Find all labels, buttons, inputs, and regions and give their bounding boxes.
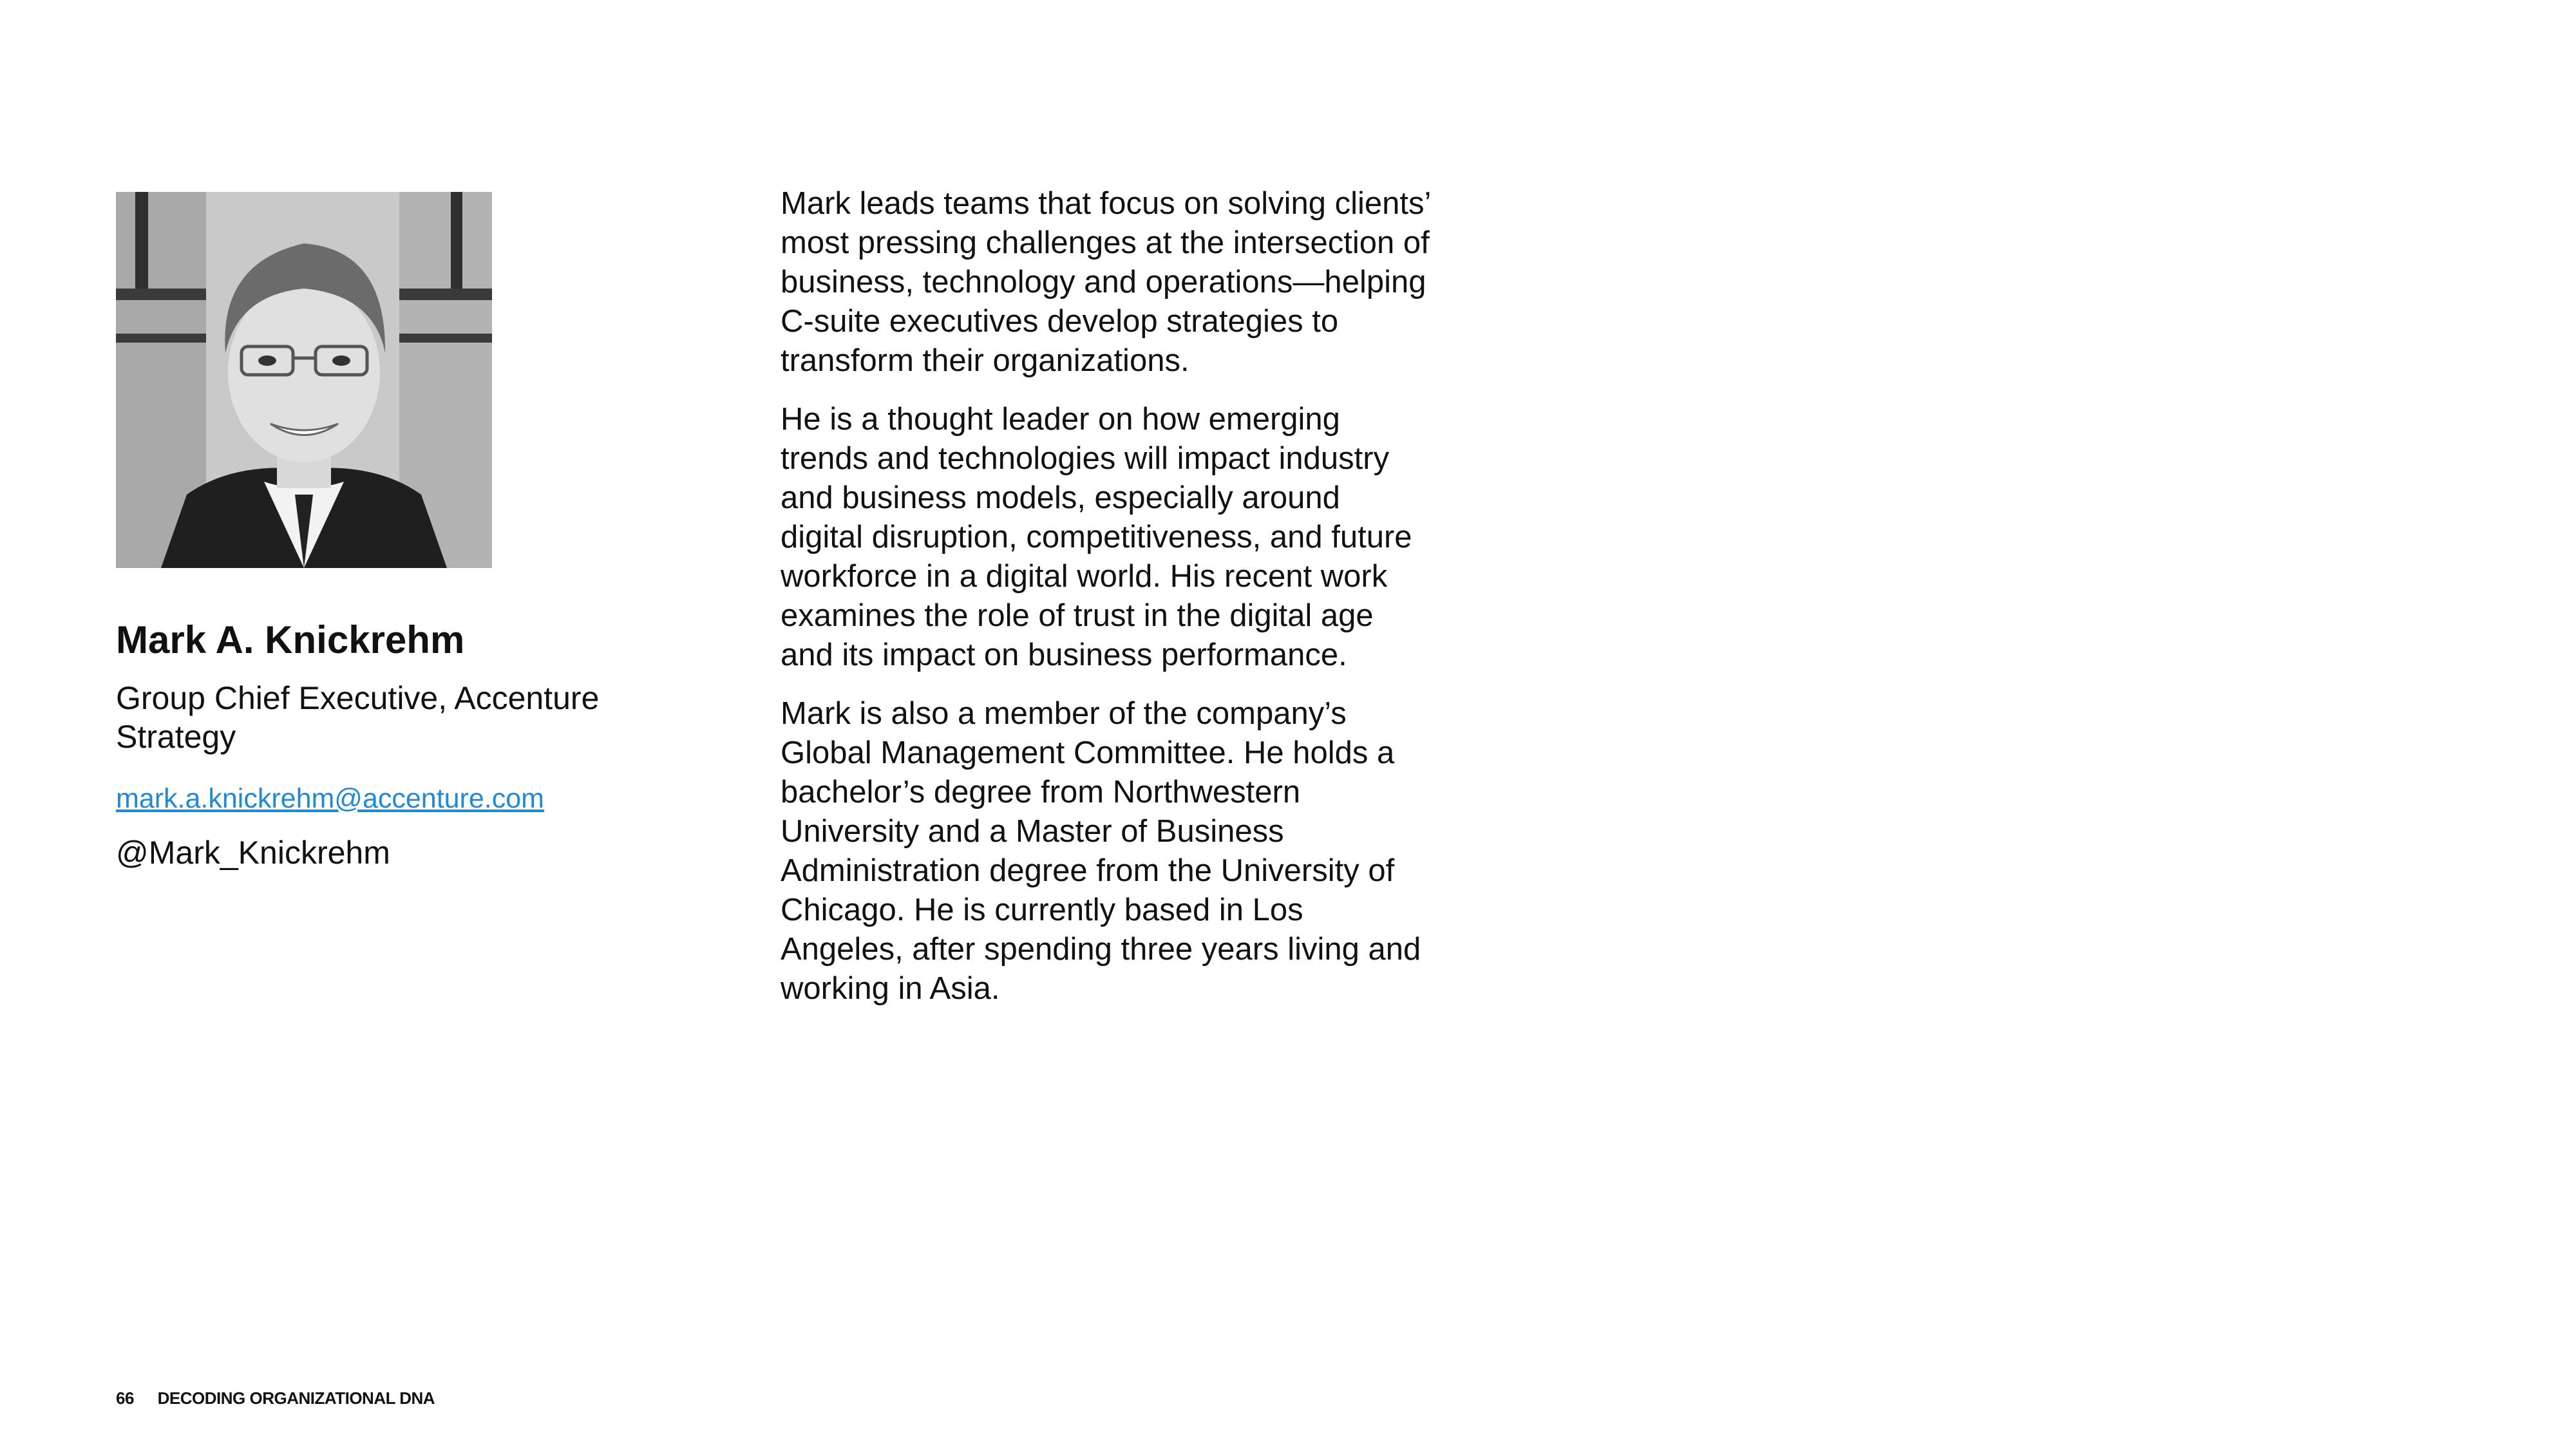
person-portrait-icon: [116, 192, 492, 568]
footer-title: DECODING ORGANIZATIONAL DNA: [157, 1388, 435, 1408]
email-link[interactable]: mark.a.knickrehm@accenture.com: [116, 783, 544, 814]
page-number: 66: [116, 1388, 134, 1408]
profile-card: [116, 192, 670, 872]
page-footer: [116, 1388, 435, 1408]
social-handle: @Mark_Knickrehm: [116, 835, 390, 871]
biography: [781, 184, 1431, 1028]
person-name: Mark A. Knickrehm: [116, 618, 465, 661]
bio-paragraph: He is a thought leader on how emerging trends and technologies will impact industry and business models, especially around digital disruption, competitiveness, and future workforce in a digital world. His recent work examines the role of trust in the digital age and its impact on business performance.: [781, 402, 1412, 672]
bio-paragraph: Mark leads teams that focus on solving clients’ most pressing challenges at the intersection of business, technology and operations—helping C-suite executives develop strategies to transform their organizations.: [781, 186, 1430, 378]
bio-paragraph: Mark is also a member of the company’s Global Management Committee. He holds a bachelor’s degree from Northwestern University and a Master of Business Administration degree from the University of Chicago. He is currently based in Los Angeles, after spending three years living and working in Asia.: [781, 696, 1421, 1006]
person-role: Group Chief Executive, Accenture Strategy: [116, 680, 600, 755]
